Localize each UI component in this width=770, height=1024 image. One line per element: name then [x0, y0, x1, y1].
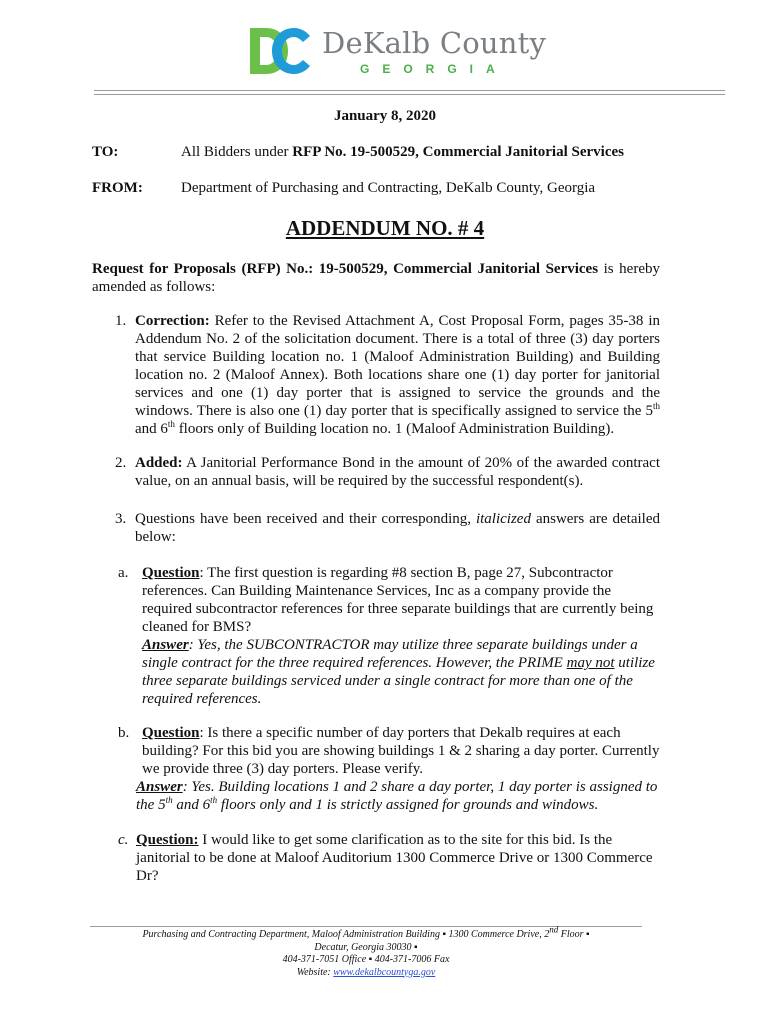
item-3-body-b: answers are detailed below:	[135, 511, 660, 545]
item-1-body-c: floors only of Building location no. 1 (Maloof Administration Building).	[174, 421, 615, 437]
header-divider	[94, 90, 725, 91]
question-b-letter: b.	[118, 725, 130, 741]
footer-phone-line: 404-371-7051 Office ▪ 404-371-7006 Fax	[282, 954, 450, 965]
intro-paragraph	[92, 260, 660, 296]
answer-a-underlined: may not	[566, 655, 615, 671]
item-3-number: 3.	[115, 511, 127, 527]
footer-website-label: Website:	[296, 966, 334, 978]
answer-b-text-2: and 6	[172, 797, 211, 813]
answer-a-text-2: utilize three separate buildings serviced under a single contract for more than one of the required references.	[142, 655, 655, 707]
addendum-title: ADDENDUM NO. # 4	[285, 216, 485, 240]
item-1-sup-b: th	[167, 419, 175, 429]
question-a	[142, 564, 662, 636]
footer-line1-a: Purchasing and Contracting Department, Maloof Administration Building ▪ 1300 Commerce Drive, 2	[142, 929, 550, 940]
dc-logo-icon	[248, 26, 312, 76]
item-1-sup-a: th	[652, 401, 660, 411]
footer-line1-sup: nd	[549, 924, 559, 935]
footer-city-line: Decatur, Georgia 30030 ▪	[314, 941, 418, 953]
question-c-text: I would like to get some clarification as to the site for this bid. Is the janitorial to be done at Maloof Auditorium 1300 Commerce Drive or 1300 Commerce Dr?	[136, 832, 653, 884]
item-1-body-a: Refer to the Revised Attachment A, Cost Proposal Form, pages 35-38 in Addendum No. 2 of the solicitation document. There is a total of three (3) day porters that service Building location no. 1 (Maloof Administration Building) and Building location no. 2 (Maloof Annex). Both locations share one (1) day porter for janitorial services and one (1) day porter that is assigned to service the grounds and the windows. There is also one (1) day porter that is specifically assigned to service the 5	[135, 313, 660, 419]
to-label: TO:	[92, 144, 119, 160]
footer-address-line	[90, 924, 642, 942]
item-2-number: 2.	[115, 455, 127, 471]
logo-state-name: GEORGIA	[360, 62, 508, 76]
question-c	[136, 831, 662, 885]
answer-b-sup-1: th	[165, 795, 173, 805]
footer-line1-b: Floor ▪	[558, 929, 590, 940]
dekalb-county-logo	[248, 22, 548, 80]
logo-county-name: DeKalb County	[322, 26, 547, 60]
question-b	[142, 724, 662, 778]
question-c-label: Question:	[136, 832, 199, 848]
to-rfp: RFP No. 19-500529, Commercial Janitorial Services	[292, 144, 624, 160]
answer-b	[136, 778, 662, 814]
intro-rest: is hereby amended as follows:	[92, 261, 660, 295]
question-a-label: Question	[142, 565, 200, 581]
from-label: FROM:	[92, 180, 143, 196]
answer-b-label: Answer	[136, 779, 183, 795]
item-1-label: Correction:	[135, 313, 210, 329]
answer-b-sup-2: th	[210, 795, 218, 805]
item-3-body-a: Questions have been received and their corresponding,	[135, 511, 476, 527]
item-2-label: Added:	[135, 455, 183, 471]
item-3-italic: italicized	[475, 511, 531, 527]
question-b-block	[136, 724, 662, 814]
answer-b-text-1: : Yes. Building locations 1 and 2 share a day porter, 1 day porter is assigned to the 5	[136, 779, 658, 813]
intro-rfp: Request for Proposals (RFP) No.: 19-500529, Commercial Janitorial Services	[92, 261, 599, 277]
header-divider-2	[94, 94, 725, 95]
footer-divider	[90, 926, 642, 927]
question-c-block	[136, 831, 662, 885]
question-a-letter: a.	[118, 565, 129, 581]
footer-website-line	[90, 967, 642, 980]
to-prefix: All Bidders under	[181, 144, 293, 160]
answer-a-label: Answer	[142, 637, 189, 653]
answer-a	[142, 636, 662, 708]
footer-website-link[interactable]: www.dekalbcountyga.gov	[333, 966, 436, 978]
from-line: Department of Purchasing and Contracting, DeKalb County, Georgia	[181, 180, 596, 196]
question-a-text: : The first question is regarding #8 section B, page 27, Subcontractor references. Can Building Maintenance Services, Inc as a company provide the required subcontractor references for three separate buildings that are currently being cleaned for BMS?	[142, 565, 654, 635]
footer	[90, 924, 642, 979]
memo-date: January 8, 2020	[333, 108, 437, 124]
to-line	[181, 144, 624, 161]
question-b-label: Question	[142, 725, 200, 741]
question-a-block	[142, 564, 662, 708]
item-1-number: 1.	[115, 313, 127, 329]
question-c-letter: c.	[118, 832, 129, 848]
item-1-body-b: and 6	[135, 421, 168, 437]
question-b-text: : Is there a specific number of day porters that Dekalb requires at each building? For this bid you are showing buildings 1 & 2 sharing a day porter. Currently we provide three (3) day porters. Please verify.	[142, 725, 660, 777]
answer-a-text-1: : Yes, the SUBCONTRACTOR may utilize three separate buildings under a single contract for the three required references. However, the PRIME	[142, 637, 638, 671]
item-2-body: A Janitorial Performance Bond in the amount of 20% of the awarded contract value, on an annual basis, will be required by the successful respondent(s).	[135, 455, 660, 489]
answer-b-text-3: floors only and 1 is strictly assigned for grounds and windows.	[217, 797, 599, 813]
item-3-text	[135, 510, 660, 546]
item-1-text	[135, 312, 660, 438]
item-2-text	[135, 454, 660, 490]
